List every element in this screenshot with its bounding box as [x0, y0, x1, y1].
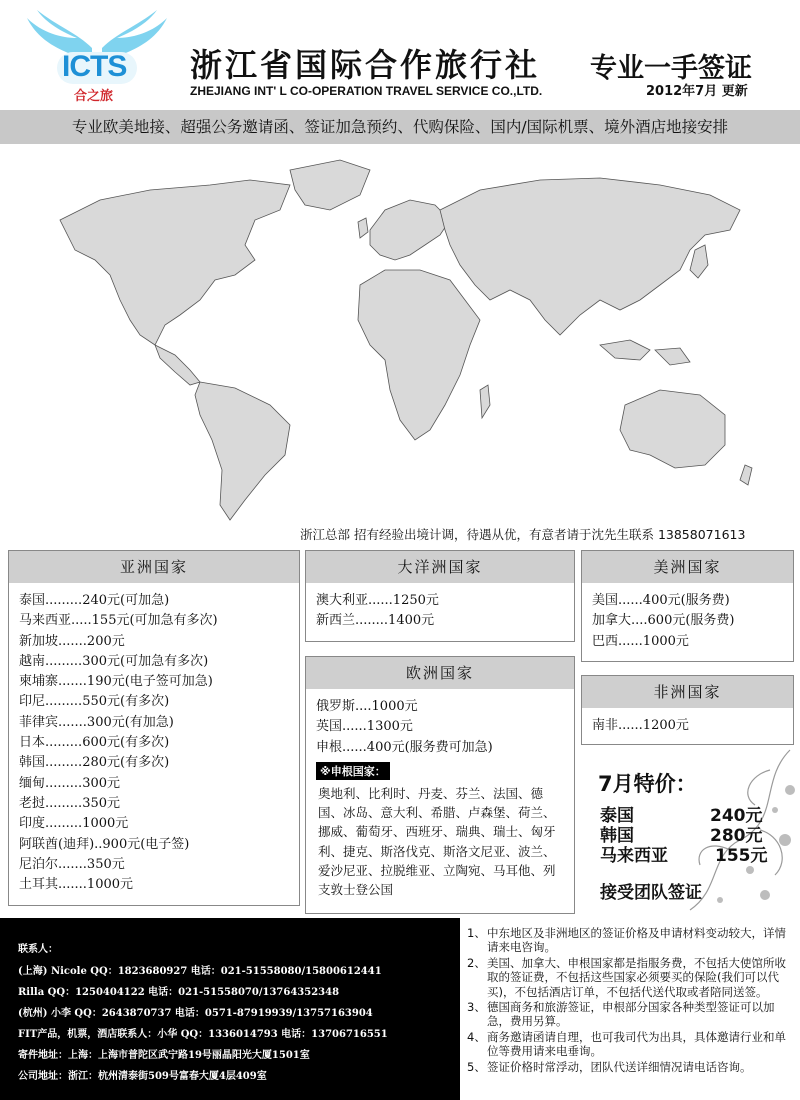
company-name-en: ZHEJIANG INT' L CO-OPERATION TRAVEL SERVICE CO.,LTD.	[190, 84, 543, 98]
contact-line: (杭州) 小李 QQ：2643870737 电话：0571-87919939/13757163904	[18, 1008, 373, 1019]
contact-line: (上海) Nicole QQ：1823680927 电话：021-51558080/15800612441	[18, 966, 382, 977]
america-title: 美洲国家	[582, 551, 793, 583]
europe-item: 英国......1300元	[316, 719, 413, 735]
europe-item: 申根......400元(服务费可加急)	[316, 739, 493, 755]
asia-item: 马来西亚.....155元(可加急有多次)	[19, 613, 218, 629]
note-text: 商务邀请函请自理，也可我司代为出具，具体邀请行业和单位等费用请来电垂询。	[487, 1029, 786, 1059]
note-number: 2、	[467, 955, 486, 970]
note-text: 中东地区及非洲地区的签证价格及申请材料变动较大，详情请来电咨询。	[487, 926, 786, 955]
special-country: 韩国	[600, 826, 634, 846]
special-title: 7月特价：	[598, 772, 697, 796]
asia-item: 日本.........600元(有多次)	[19, 735, 170, 751]
africa-title: 非洲国家	[582, 676, 793, 708]
asia-item: 缅甸.........300元	[19, 775, 121, 791]
america-item: 加拿大....600元(服务费)	[592, 613, 735, 629]
note-item	[465, 1030, 790, 1059]
africa-box	[581, 675, 794, 745]
europe-item: 俄罗斯....1000元	[316, 699, 418, 714]
asia-item: 新加坡.......200元	[19, 633, 125, 649]
note-text: 美国、加拿大、申根国家都是指服务费，不包括大使馆所收取的签证费，不包括这些国家必须要买的保险(我们可以代买)，不包括酒店订单，不包括代送代取或者陪同送签。	[487, 955, 786, 999]
logo-subtitle: 合之旅	[74, 89, 114, 104]
special-price: 240元	[710, 806, 763, 826]
schengen-list: 奥地利、比利时、丹麦、芬兰、法国、德国、冰岛、意大利、希腊、卢森堡、荷兰、挪威、葡萄牙、西班牙、瑞典、瑞士、匈牙利、捷克、斯洛伐克、斯洛文尼亚、波兰、爱沙尼亚、拉脱维亚、立陶宛、马耳他、列支敦士登公国	[318, 785, 556, 897]
europe-title: 欧洲国家	[306, 657, 574, 689]
slogan: 专业一手签证	[590, 53, 752, 84]
note-item	[465, 926, 790, 955]
oceania-box	[305, 550, 575, 642]
asia-box	[8, 550, 300, 906]
asia-item: 阿联酋(迪拜)..900元(电子签)	[19, 836, 190, 852]
note-item	[465, 1060, 790, 1074]
note-text: 签证价格时常浮动，团队代送详细情况请电话咨询。	[487, 1059, 752, 1074]
africa-item: 南非......1200元	[592, 718, 689, 733]
oceania-title: 大洋洲国家	[306, 551, 574, 583]
contact-line: FIT产品，机票，酒店联系人：小华 QQ：1336014793 电话：13706716551	[18, 1029, 388, 1040]
note-text: 德国商务和旅游签证，申根部分国家各种类型签证可以加急，费用另算。	[487, 1000, 775, 1029]
asia-item: 韩国.........280元(有多次)	[19, 755, 170, 771]
asia-item: 越南.........300元(可加急有多次)	[19, 653, 209, 669]
contact-title: 联系人：	[18, 944, 58, 955]
company-name-cn: 浙江省国际合作旅行社	[190, 46, 541, 84]
note-number: 5、	[467, 1059, 486, 1074]
special-price: 155元	[715, 846, 768, 866]
special-price: 280元	[710, 826, 763, 846]
note-number: 3、	[467, 1000, 486, 1015]
world-map	[40, 150, 760, 530]
asia-item: 菲律宾.......300元(有加急)	[19, 714, 174, 730]
company-address: 公司地址：浙江：杭州清泰街509号富春大厦4层409室	[18, 1071, 267, 1082]
asia-item: 柬埔寨.......190元(电子签可加急)	[19, 674, 213, 690]
logo-text: ICTS	[62, 50, 127, 83]
america-item: 美国......400元(服务费)	[592, 593, 730, 608]
oceania-item: 新西兰........1400元	[316, 613, 435, 629]
note-number: 4、	[467, 1029, 486, 1044]
notes-list	[465, 926, 790, 1075]
asia-item: 老挝.........350元	[19, 795, 121, 811]
mailing-address: 寄件地址：上海：上海市普陀区武宁路19号丽晶阳光大厦1501室	[18, 1050, 310, 1061]
special-country: 马来西亚	[600, 846, 668, 866]
note-number: 1、	[467, 926, 486, 940]
special-country: 泰国	[600, 806, 634, 826]
asia-item: 印尼.........550元(有多次)	[19, 694, 170, 710]
service-text: 专业欧美地接、超强公务邀请函、签证加急预约、代购保险、国内/国际机票、境外酒店地接安排	[71, 118, 729, 136]
america-item: 巴西......1000元	[592, 633, 689, 649]
contact-block	[0, 918, 460, 1100]
europe-box	[305, 656, 575, 914]
contact-line: Rilla QQ：1250404122 电话：021-51558070/13764352348	[18, 987, 340, 998]
oceania-item: 澳大利亚......1250元	[316, 593, 439, 608]
asia-item: 土耳其.......1000元	[19, 877, 134, 893]
note-item	[465, 1000, 790, 1029]
note-item	[465, 956, 790, 999]
asia-item: 尼泊尔.......350元	[19, 856, 125, 872]
group-visa: 接受团队签证	[600, 883, 702, 903]
recruit-notice: 浙江总部 招有经验出境计调，待遇从优，有意者请于沈先生联系 13858071613	[300, 527, 746, 542]
america-box	[581, 550, 794, 662]
update-date: 2012年7月 更新	[646, 84, 748, 99]
asia-item: 泰国.........240元(可加急)	[19, 593, 170, 608]
asia-item: 印度.........1000元	[19, 816, 129, 832]
schengen-tag: ※申根国家：	[316, 762, 390, 780]
asia-title: 亚洲国家	[9, 551, 299, 583]
